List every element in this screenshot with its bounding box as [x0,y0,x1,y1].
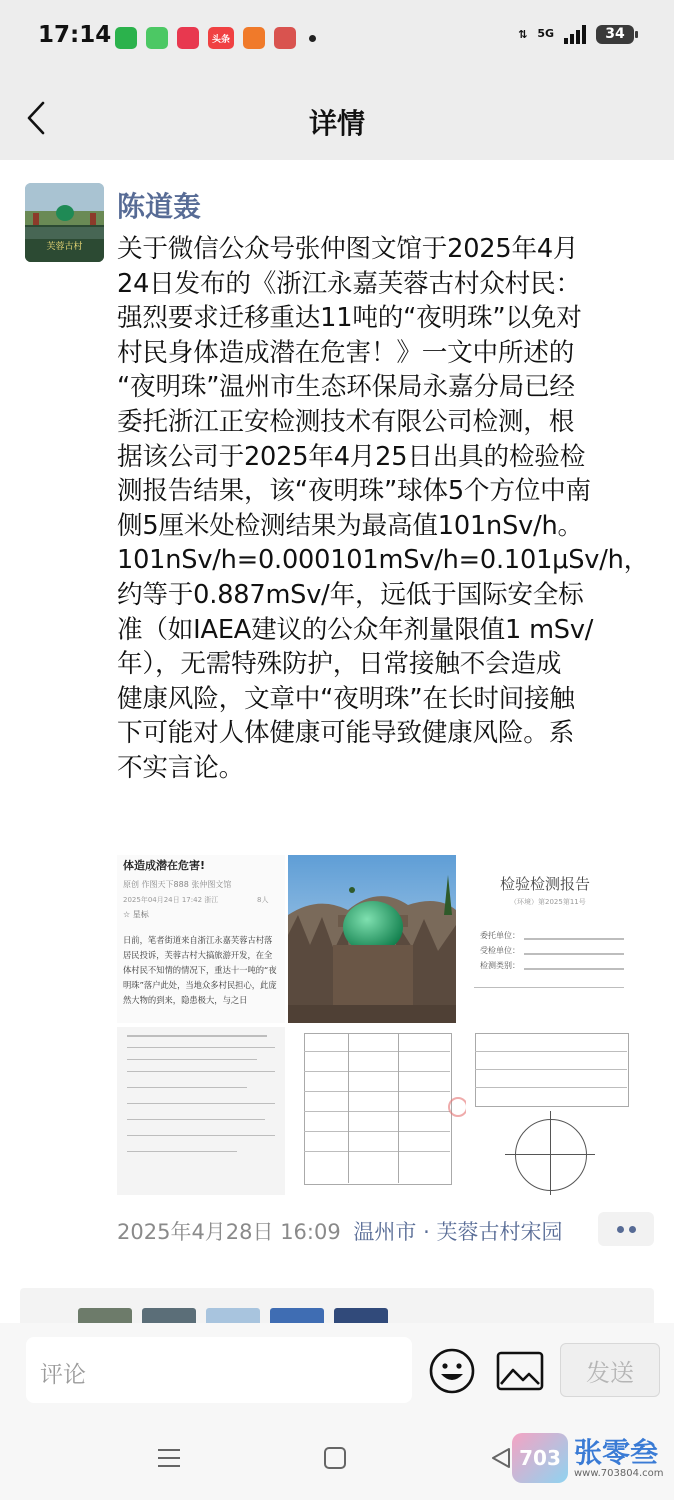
book-icon [243,27,265,49]
article-listen: 8人 [257,896,269,904]
article-title: 体造成潜在危害! [123,859,206,872]
status-time: 17:14 [38,22,112,48]
watermark [512,1433,664,1483]
status-bar [0,0,674,78]
post-location[interactable]: 温州市 · 芙蓉古村宋园 [353,1220,563,1244]
status-right [518,24,634,44]
more-notifications-dot-icon [309,35,316,42]
image-icon [495,1350,545,1392]
shield-icon [115,27,137,49]
watermark-url: www.703804.com [574,1467,664,1479]
emoji-icon [428,1347,476,1395]
image-report-cover[interactable] [462,855,652,1023]
heart-app-icon [177,27,199,49]
watermark-name: 张零叁 [574,1435,659,1469]
home-button[interactable] [320,1443,350,1473]
post-meta [117,1216,562,1246]
article-tag: ☆ 星标 [123,910,149,919]
comment-bar [0,1323,674,1423]
settings-gear-icon [274,27,296,49]
data-transfer-icon: ⇅ [518,27,528,41]
comment-input[interactable]: 评论 [26,1337,412,1403]
menu-button[interactable] [154,1443,184,1473]
report-subtitle: （环境）第2025第11号 [510,898,586,906]
page-title: 详情 [308,107,365,140]
home-square-icon [323,1446,347,1470]
image-sphere-photo[interactable] [288,855,456,1023]
image-grid [117,855,652,1195]
post-timestamp: 2025年4月28日 16:09 [117,1220,341,1244]
system-nav-bar [0,1423,674,1500]
back-triangle-icon [489,1446,513,1470]
notification-icons [115,27,316,49]
report-title: 检验检测报告 [500,875,591,893]
image-article-screenshot[interactable] [117,855,285,1023]
dot-icon [629,1226,636,1233]
report-field-2: 受检单位： [480,946,520,955]
message-icon [146,27,168,49]
more-actions-button[interactable] [598,1212,654,1246]
avatar[interactable] [25,183,104,262]
post-text: 关于微信公众号张仲图文馆于2025年4月 24日发布的《浙江永嘉芙蓉古村众村民： 强烈要求迁移重达11吨的“夜明珠”以免对 村民身体造成潜在危害！》一文中所述的 “夜明珠”温州市生态环保局永嘉分局已经 委托浙江正安检测技术有限公司检测，根 据该公司于2025年4月25日出具的检验检 测报告结果，该“夜明珠”球体5个方位中南 侧5厘米处检测结果为最高值101nSv/h。 101nSv/h=0.000101mSv/h=0.101μSv/h， 约等于0.887mSv/年，远低于国际安全标 准（如IAEA建议的公众年剂量限值1 mSv/ 年），无需特殊防护，日常接触不会造成 健康风险，文章中“夜明珠”在长时间接触 下可能对人体健康可能导致健康风险。系 不实言论。 [117,234,650,783]
article-byline: 原创 作图天下888 张仲图文馆 [123,880,232,889]
sphere-photo [288,855,456,1023]
nav-bar [0,78,674,160]
emoji-button[interactable] [428,1347,476,1395]
image-picker-button[interactable] [495,1350,545,1392]
article-date: 2025年04月24日 17:42 浙江 [123,896,219,904]
toutiao-icon: 头条 [208,27,234,49]
image-report-diagram[interactable] [469,1027,637,1195]
send-button[interactable]: 发送 [560,1343,660,1397]
article-body: 日前，笔者街道来自浙江永嘉芙蓉古村落居民投诉，芙蓉古村大搞旅游开发，在全体村民不知情的情况下，重达十一吨的“夜明珠”落户此处，当地众多村民担心，此庞然大物的到来，隐患极大，与之日 [123,935,277,1005]
report-field-3: 检测类别： [480,961,520,970]
image-report-page-1[interactable] [117,1027,285,1195]
report-field-1: 委托单位： [480,931,520,940]
signal-icon [564,24,586,44]
dot-icon [617,1226,624,1233]
menu-icon [156,1446,182,1470]
watermark-logo: 703 [512,1433,568,1483]
avatar-caption: 芙蓉古村 [46,242,83,252]
battery-level: 34 [605,26,625,42]
author-name[interactable]: 陈道轰 [117,190,202,223]
battery-icon [596,25,634,44]
image-report-table[interactable] [298,1027,466,1195]
network-type: 5G [537,27,554,40]
